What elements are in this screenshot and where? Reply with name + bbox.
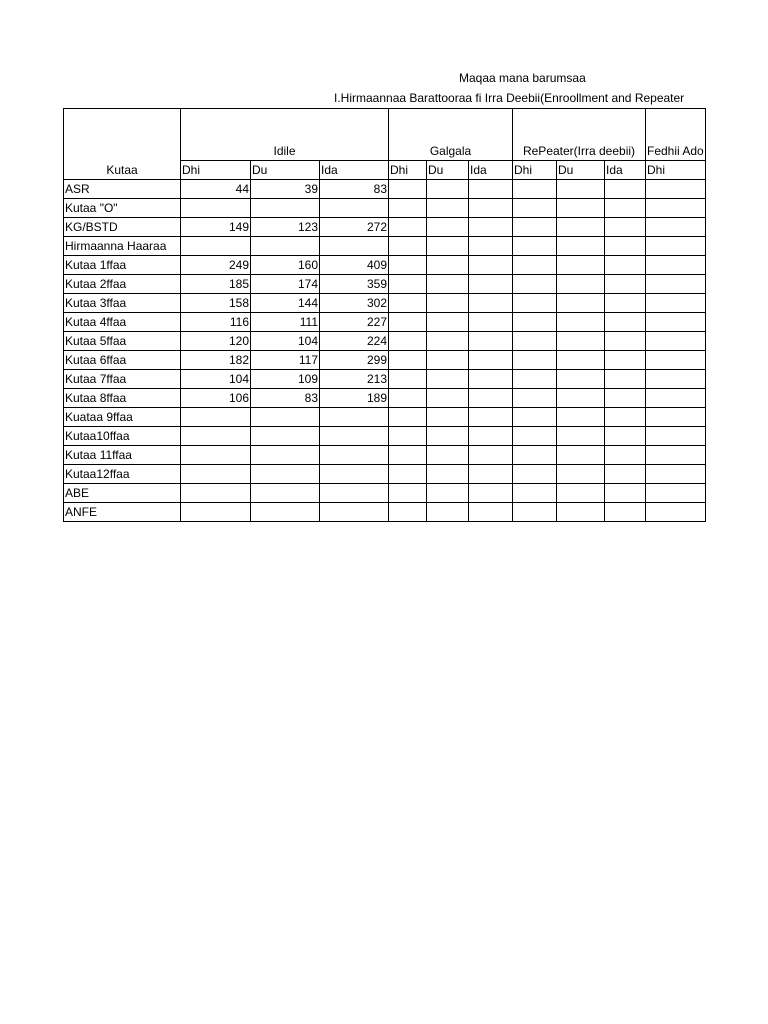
empty-cell — [389, 180, 427, 199]
empty-cell — [557, 503, 605, 522]
empty-cell — [557, 313, 605, 332]
empty-cell — [646, 427, 706, 446]
empty-cell — [605, 294, 646, 313]
row-label-cell: Kutaa 11ffaa — [64, 446, 181, 465]
empty-cell — [427, 484, 469, 503]
value-cell — [320, 237, 389, 256]
empty-cell — [646, 503, 706, 522]
empty-cell — [469, 256, 513, 275]
table-row — [64, 275, 706, 294]
row-label-cell: Kutaa 6ffaa — [64, 351, 181, 370]
empty-cell — [389, 484, 427, 503]
group-header-galgala: Galgala — [389, 142, 513, 161]
empty-cell — [469, 503, 513, 522]
empty-cell — [389, 332, 427, 351]
header-cell — [64, 109, 181, 143]
empty-cell — [605, 370, 646, 389]
value-cell — [251, 199, 320, 218]
value-cell: 44 — [181, 180, 251, 199]
empty-cell — [605, 256, 646, 275]
empty-cell — [605, 332, 646, 351]
empty-cell — [557, 275, 605, 294]
value-cell — [251, 237, 320, 256]
empty-cell — [513, 218, 557, 237]
empty-cell — [513, 465, 557, 484]
value-cell — [181, 199, 251, 218]
value-cell — [251, 484, 320, 503]
empty-cell — [513, 484, 557, 503]
empty-cell — [646, 294, 706, 313]
empty-cell — [557, 351, 605, 370]
table-row — [64, 427, 706, 446]
empty-cell — [427, 275, 469, 294]
empty-cell — [427, 446, 469, 465]
value-cell: 116 — [181, 313, 251, 332]
header-cell — [389, 109, 513, 143]
group-header-fedhii: Fedhii Ado — [646, 142, 706, 161]
value-cell — [320, 427, 389, 446]
value-cell — [181, 237, 251, 256]
row-label-cell: Kutaa 5ffaa — [64, 332, 181, 351]
row-label-cell: Kutaa12ffaa — [64, 465, 181, 484]
empty-cell — [513, 446, 557, 465]
empty-cell — [389, 465, 427, 484]
empty-cell — [605, 218, 646, 237]
group-header-idile: Idile — [181, 142, 389, 161]
empty-cell — [513, 389, 557, 408]
empty-cell — [469, 199, 513, 218]
empty-cell — [557, 427, 605, 446]
value-cell: 182 — [181, 351, 251, 370]
empty-cell — [389, 446, 427, 465]
empty-cell — [389, 389, 427, 408]
empty-cell — [646, 465, 706, 484]
value-cell: 117 — [251, 351, 320, 370]
value-cell: 83 — [320, 180, 389, 199]
value-cell: 272 — [320, 218, 389, 237]
empty-cell — [605, 237, 646, 256]
value-cell — [181, 484, 251, 503]
empty-cell — [513, 256, 557, 275]
empty-cell — [513, 351, 557, 370]
empty-cell — [646, 332, 706, 351]
empty-cell — [605, 465, 646, 484]
empty-cell — [605, 351, 646, 370]
subheader-cell: Du — [251, 161, 320, 180]
value-cell: 149 — [181, 218, 251, 237]
value-cell — [181, 503, 251, 522]
empty-cell — [427, 351, 469, 370]
row-label-cell: Kutaa 8ffaa — [64, 389, 181, 408]
group-header-repeater: RePeater(Irra deebii) — [513, 142, 646, 161]
row-label-cell: Kutaa10ffaa — [64, 427, 181, 446]
empty-cell — [605, 313, 646, 332]
table-row — [64, 199, 706, 218]
empty-cell — [513, 503, 557, 522]
value-cell — [320, 408, 389, 427]
row-label-cell: Kutaa 1ffaa — [64, 256, 181, 275]
empty-cell — [513, 199, 557, 218]
subheader-cell: Du — [427, 161, 469, 180]
empty-cell — [646, 180, 706, 199]
empty-cell — [513, 408, 557, 427]
empty-cell — [427, 256, 469, 275]
empty-cell — [605, 408, 646, 427]
value-cell: 299 — [320, 351, 389, 370]
empty-cell — [605, 180, 646, 199]
header-row-groups — [64, 142, 706, 161]
row-label-cell: ANFE — [64, 503, 181, 522]
empty-cell — [513, 313, 557, 332]
empty-cell — [389, 427, 427, 446]
empty-cell — [605, 446, 646, 465]
empty-cell — [557, 389, 605, 408]
empty-cell — [427, 427, 469, 446]
table-section-title: I.Hirmaannaa Barattooraa fi Irra Deebii(Enroollment and Repeater — [334, 91, 685, 105]
header-row-subheaders — [64, 161, 706, 180]
value-cell — [251, 503, 320, 522]
value-cell: 213 — [320, 370, 389, 389]
value-cell: 160 — [251, 256, 320, 275]
empty-cell — [605, 427, 646, 446]
empty-cell — [427, 465, 469, 484]
value-cell — [181, 408, 251, 427]
empty-cell — [469, 484, 513, 503]
value-cell: 174 — [251, 275, 320, 294]
value-cell: 120 — [181, 332, 251, 351]
empty-cell — [557, 484, 605, 503]
value-cell: 158 — [181, 294, 251, 313]
table-row — [64, 446, 706, 465]
empty-cell — [557, 465, 605, 484]
value-cell: 185 — [181, 275, 251, 294]
empty-cell — [605, 275, 646, 294]
subheader-cell: Dhi — [181, 161, 251, 180]
empty-cell — [427, 218, 469, 237]
value-cell: 302 — [320, 294, 389, 313]
table-row — [64, 180, 706, 199]
empty-cell — [427, 237, 469, 256]
empty-cell — [389, 275, 427, 294]
header-cell — [64, 142, 181, 161]
table-row — [64, 484, 706, 503]
header-cell — [513, 109, 646, 143]
table-row — [64, 313, 706, 332]
empty-cell — [513, 370, 557, 389]
value-cell — [320, 484, 389, 503]
empty-cell — [469, 446, 513, 465]
value-cell — [320, 465, 389, 484]
value-cell: 409 — [320, 256, 389, 275]
value-cell: 227 — [320, 313, 389, 332]
empty-cell — [557, 218, 605, 237]
row-label-cell: Kutaa 3ffaa — [64, 294, 181, 313]
empty-cell — [469, 180, 513, 199]
subheader-cell: Dhi — [389, 161, 427, 180]
empty-cell — [646, 256, 706, 275]
value-cell: 224 — [320, 332, 389, 351]
empty-cell — [646, 313, 706, 332]
empty-cell — [605, 199, 646, 218]
empty-cell — [646, 484, 706, 503]
header-row-top — [64, 109, 706, 143]
value-cell: 359 — [320, 275, 389, 294]
table-row — [64, 256, 706, 275]
value-cell: 249 — [181, 256, 251, 275]
value-cell: 104 — [251, 332, 320, 351]
empty-cell — [469, 427, 513, 446]
header-cell — [181, 109, 389, 143]
empty-cell — [389, 370, 427, 389]
table-row — [64, 218, 706, 237]
empty-cell — [557, 370, 605, 389]
empty-cell — [469, 351, 513, 370]
empty-cell — [605, 484, 646, 503]
empty-cell — [646, 237, 706, 256]
empty-cell — [469, 237, 513, 256]
empty-cell — [469, 313, 513, 332]
empty-cell — [513, 294, 557, 313]
value-cell — [251, 465, 320, 484]
table-row — [64, 389, 706, 408]
empty-cell — [427, 370, 469, 389]
school-name-title: Maqaa mana barumsaa — [459, 71, 586, 85]
empty-cell — [646, 408, 706, 427]
empty-cell — [427, 389, 469, 408]
empty-cell — [469, 218, 513, 237]
row-label-cell: Kutaa "O" — [64, 199, 181, 218]
value-cell: 39 — [251, 180, 320, 199]
subheader-cell: Dhi — [646, 161, 706, 180]
table-row — [64, 408, 706, 427]
value-cell: 189 — [320, 389, 389, 408]
empty-cell — [469, 294, 513, 313]
empty-cell — [389, 294, 427, 313]
enrollment-table — [63, 108, 706, 522]
row-label-cell: ABE — [64, 484, 181, 503]
empty-cell — [427, 408, 469, 427]
empty-cell — [557, 199, 605, 218]
empty-cell — [389, 313, 427, 332]
value-cell — [251, 446, 320, 465]
value-cell — [251, 408, 320, 427]
empty-cell — [389, 237, 427, 256]
row-label-header: Kutaa — [64, 161, 181, 180]
empty-cell — [513, 237, 557, 256]
empty-cell — [389, 199, 427, 218]
empty-cell — [557, 180, 605, 199]
empty-cell — [557, 446, 605, 465]
empty-cell — [469, 465, 513, 484]
value-cell — [320, 446, 389, 465]
table-row — [64, 332, 706, 351]
empty-cell — [646, 446, 706, 465]
table-row — [64, 370, 706, 389]
empty-cell — [469, 408, 513, 427]
empty-cell — [389, 218, 427, 237]
header-cell — [646, 109, 706, 143]
table-row — [64, 503, 706, 522]
row-label-cell: KG/BSTD — [64, 218, 181, 237]
row-label-cell: ASR — [64, 180, 181, 199]
table-row — [64, 237, 706, 256]
empty-cell — [389, 408, 427, 427]
empty-cell — [389, 503, 427, 522]
row-label-cell: Kutaa 4ffaa — [64, 313, 181, 332]
value-cell — [320, 199, 389, 218]
empty-cell — [469, 389, 513, 408]
value-cell — [181, 465, 251, 484]
row-label-cell: Hirmaanna Haaraa — [64, 237, 181, 256]
empty-cell — [389, 351, 427, 370]
empty-cell — [646, 389, 706, 408]
empty-cell — [646, 370, 706, 389]
value-cell: 109 — [251, 370, 320, 389]
value-cell: 144 — [251, 294, 320, 313]
empty-cell — [469, 275, 513, 294]
value-cell — [320, 503, 389, 522]
empty-cell — [557, 408, 605, 427]
empty-cell — [513, 180, 557, 199]
empty-cell — [427, 313, 469, 332]
empty-cell — [646, 199, 706, 218]
empty-cell — [427, 332, 469, 351]
value-cell: 104 — [181, 370, 251, 389]
table-row — [64, 294, 706, 313]
empty-cell — [646, 351, 706, 370]
value-cell — [181, 427, 251, 446]
value-cell: 111 — [251, 313, 320, 332]
empty-cell — [605, 389, 646, 408]
subheader-cell: Ida — [320, 161, 389, 180]
empty-cell — [605, 503, 646, 522]
empty-cell — [646, 218, 706, 237]
empty-cell — [427, 180, 469, 199]
empty-cell — [646, 275, 706, 294]
empty-cell — [427, 503, 469, 522]
table-row — [64, 351, 706, 370]
empty-cell — [513, 332, 557, 351]
value-cell — [181, 446, 251, 465]
empty-cell — [469, 332, 513, 351]
subheader-cell: Du — [557, 161, 605, 180]
subheader-cell: Dhi — [513, 161, 557, 180]
empty-cell — [557, 237, 605, 256]
value-cell — [251, 427, 320, 446]
value-cell: 123 — [251, 218, 320, 237]
table-row — [64, 465, 706, 484]
empty-cell — [427, 199, 469, 218]
empty-cell — [469, 370, 513, 389]
empty-cell — [557, 332, 605, 351]
value-cell: 106 — [181, 389, 251, 408]
empty-cell — [389, 256, 427, 275]
row-label-cell: Kutaa 7ffaa — [64, 370, 181, 389]
empty-cell — [513, 275, 557, 294]
empty-cell — [557, 294, 605, 313]
empty-cell — [557, 256, 605, 275]
empty-cell — [513, 427, 557, 446]
row-label-cell: Kuataa 9ffaa — [64, 408, 181, 427]
row-label-cell: Kutaa 2ffaa — [64, 275, 181, 294]
empty-cell — [427, 294, 469, 313]
subheader-cell: Ida — [605, 161, 646, 180]
subheader-cell: Ida — [469, 161, 513, 180]
value-cell: 83 — [251, 389, 320, 408]
